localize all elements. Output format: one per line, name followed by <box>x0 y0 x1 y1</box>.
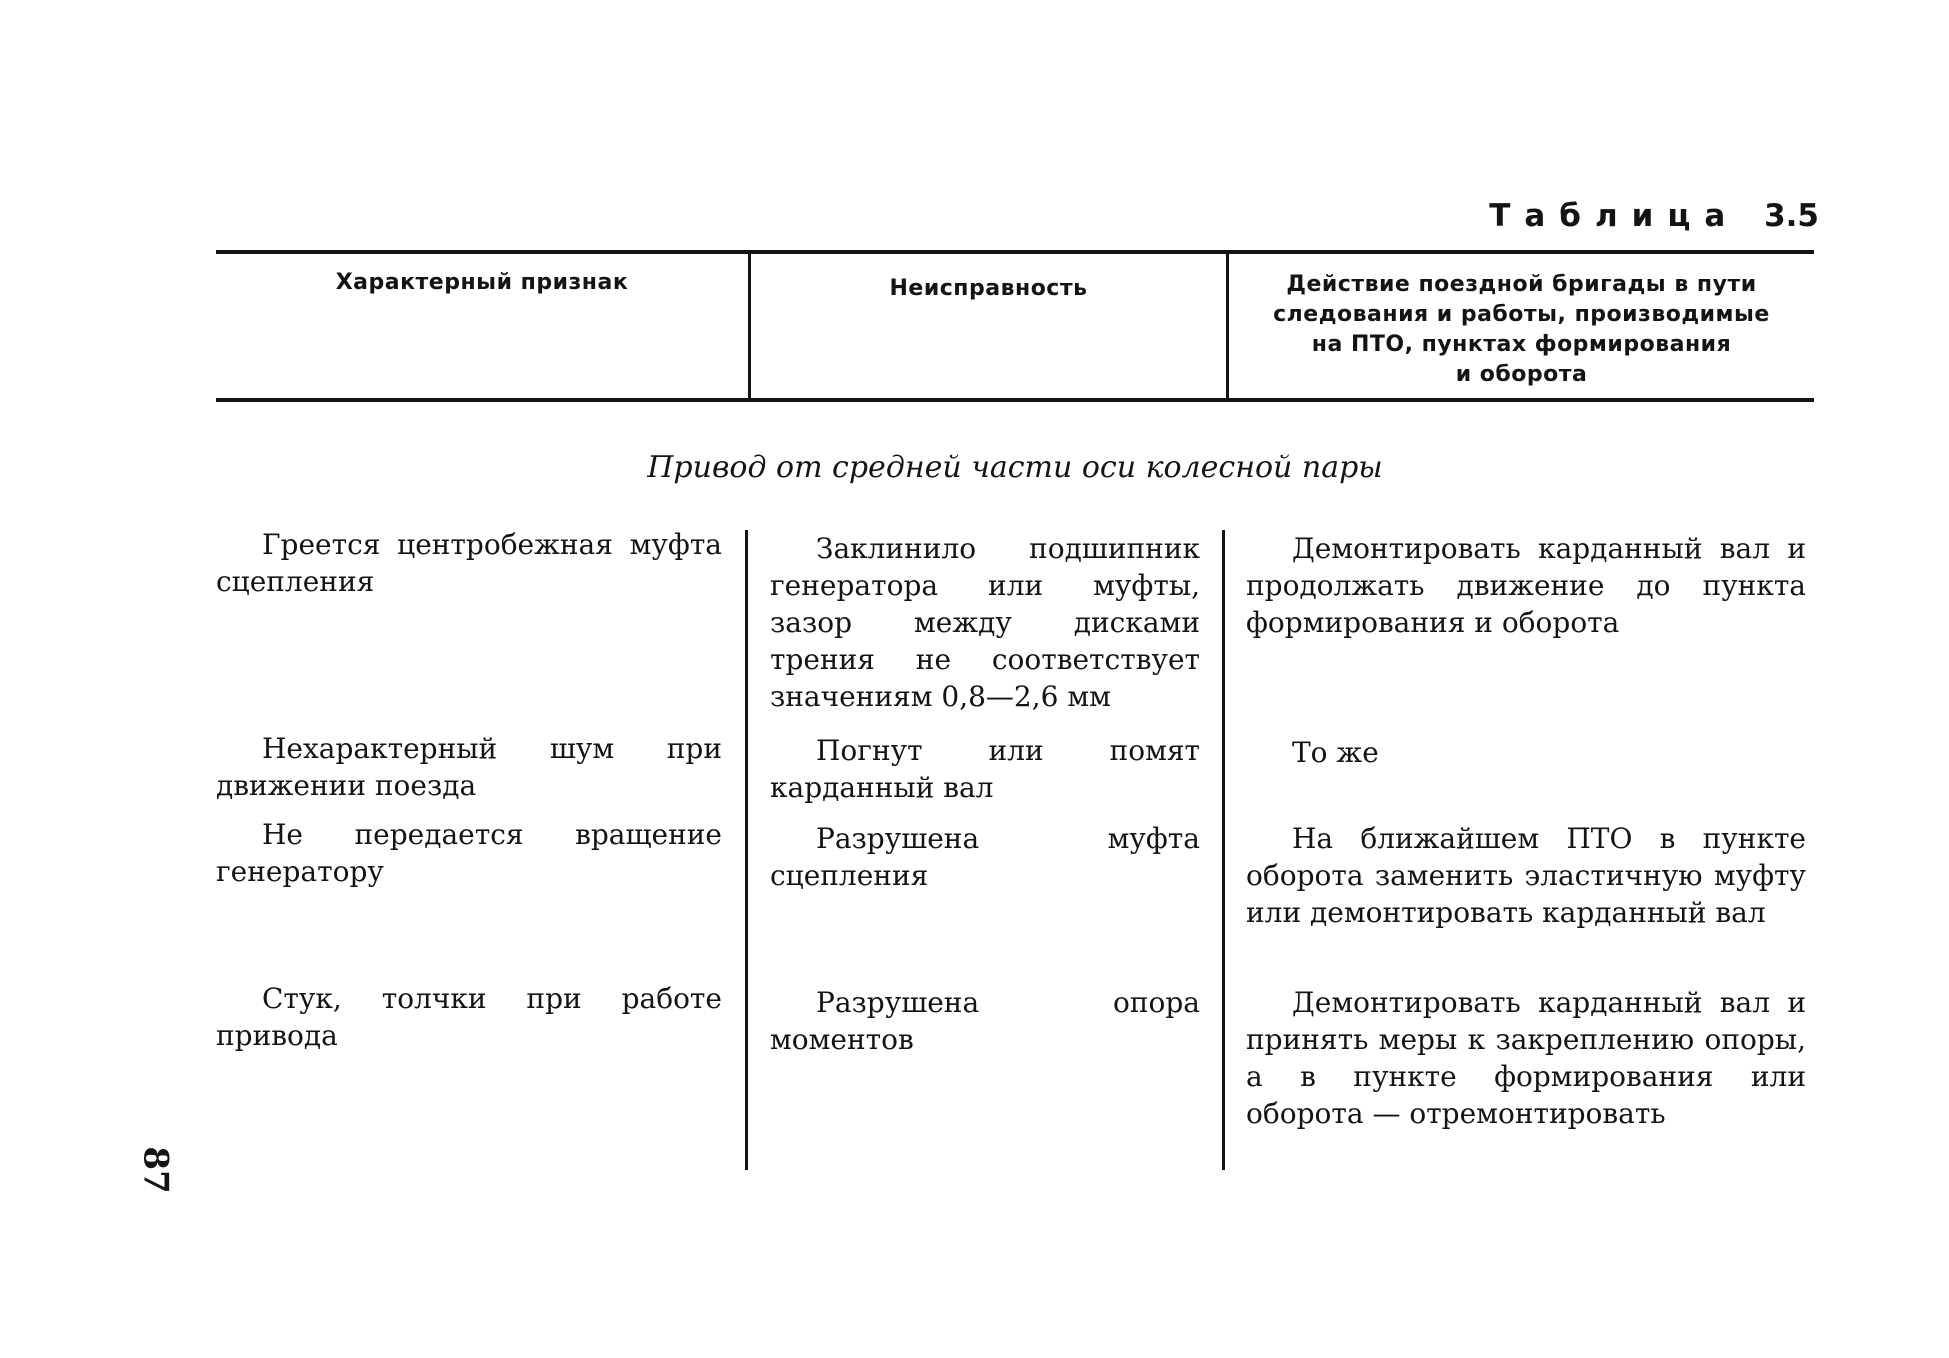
table-caption-number: 3.5 <box>1764 198 1819 234</box>
row-4-fault: Разрушена опора моментов <box>770 986 1200 1056</box>
page-number: 87 <box>135 1146 176 1194</box>
row-4-symptom: Стук, толчки при работе привода <box>216 982 722 1052</box>
header-action-line-3: на ПТО, пунктах формирования <box>1311 332 1732 357</box>
row-1-fault: Заклинило подшипник генератора или муфты, зазор между дисками трения не соответствует значениям 0,8—2,6 мм <box>770 532 1200 713</box>
header-action-line-4: и оборота <box>1455 362 1588 387</box>
row-3-action: На ближайшем ПТО в пункте оборота заменить эластичную муфту или демонтировать карданный вал <box>1246 822 1806 929</box>
body-divider-2 <box>1222 530 1225 1170</box>
row-2-action: То же <box>1292 736 1379 769</box>
header-col-symptom: Характерный признак <box>335 270 629 295</box>
row-4-action: Демонтировать карданный вал и принять меры к закреплению опоры, а в пункте формирования или оборота — отремонтировать <box>1246 986 1806 1130</box>
section-title: Привод от средней части оси колесной пары <box>647 450 1383 485</box>
row-1-action: Демонтировать карданный вал и продолжать движение до пункта формирования и оборота <box>1246 532 1806 639</box>
header-action-line-1: Действие поездной бригады в пути <box>1286 272 1757 297</box>
row-3-symptom: Не передается вращение генератору <box>216 818 722 888</box>
body-divider-1 <box>745 530 748 1170</box>
table-caption-word: Таблица <box>1489 198 1740 234</box>
row-2-symptom: Нехарактерный шум при движении поезда <box>216 732 722 802</box>
header-action-line-2: следования и работы, производимые <box>1273 302 1770 327</box>
header-top-rule <box>216 250 1814 254</box>
row-3-fault: Разрушена муфта сцепления <box>770 822 1200 892</box>
row-2-fault: Погнут или помят карданный вал <box>770 734 1200 804</box>
header-bottom-rule <box>216 398 1814 402</box>
table-caption <box>1489 198 1819 234</box>
header-col-action <box>1229 270 1814 390</box>
row-1-symptom: Греется центробежная муфта сцепления <box>216 528 722 598</box>
header-col-fault: Неисправность <box>889 276 1088 301</box>
